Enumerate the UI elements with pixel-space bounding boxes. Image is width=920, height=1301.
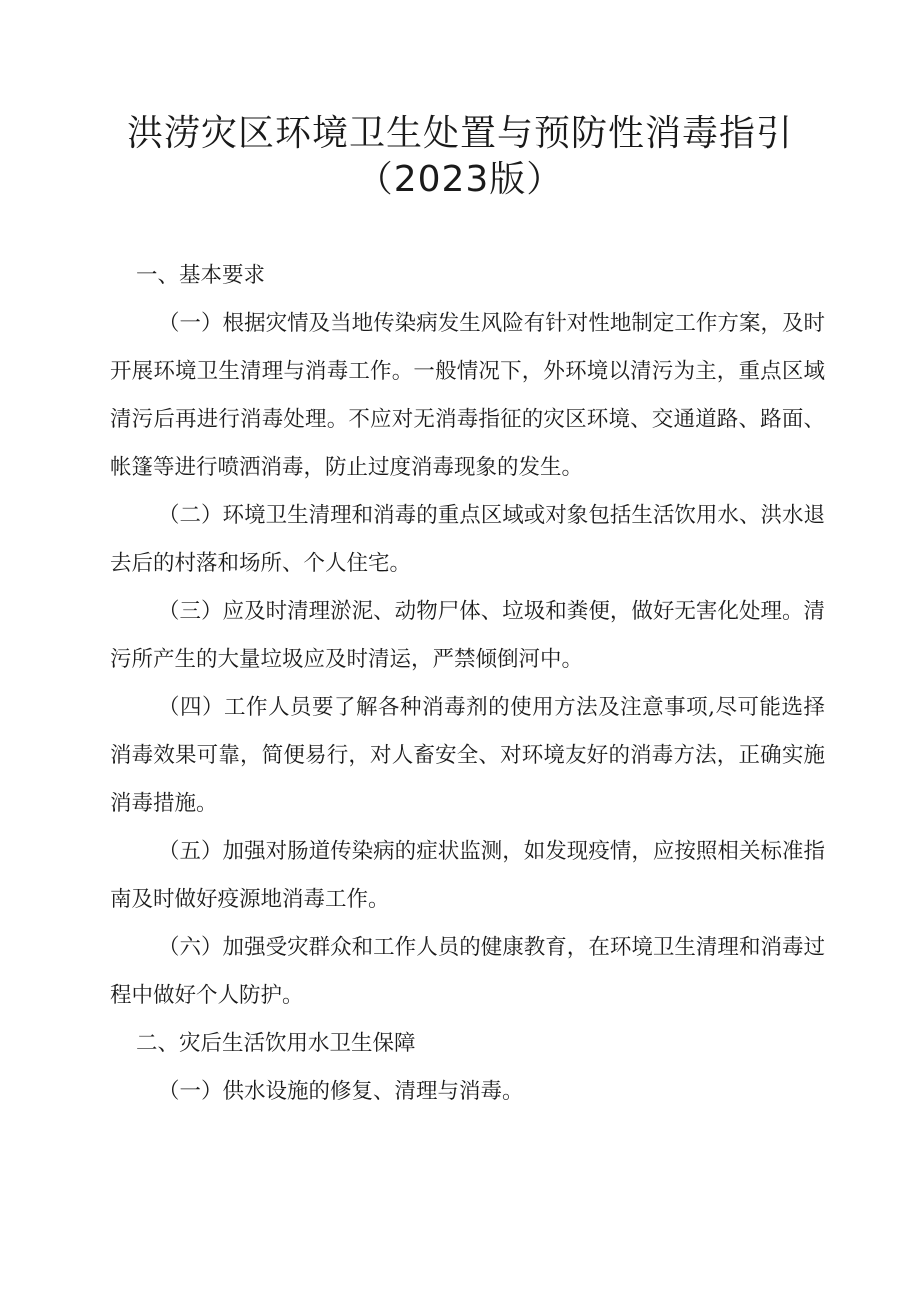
section-heading-drinking-water: 二、灾后生活饮用水卫生保障 (136, 1031, 416, 1056)
document-title: 洪涝灾区环境卫生处置与预防性消毒指引 (126, 113, 793, 154)
paragraph-1-1: （一）根据灾情及当地传染病发生风险有针对性地制定工作方案，及时开展环境卫生清理与消毒工作。一般情况下，外环境以清污为主，重点区域清污后再进行消毒处理。不应对无消毒指征的灾区环境、交通道路、路面、帐篷等进行喷洒消毒，防止过度消毒现象的发生。 (110, 311, 825, 480)
paragraph-1-2: （二）环境卫生清理和消毒的重点区域或对象包括生活饮用水、洪水退去后的村落和场所、个人住宅。 (110, 503, 825, 576)
document-body (110, 252, 825, 1116)
section-heading-basic-requirements: 一、基本要求 (136, 263, 266, 288)
paragraph-1-3: （三）应及时清理淤泥、动物尸体、垃圾和粪便，做好无害化处理。清污所产生的大量垃圾应及时清运，严禁倾倒河中。 (110, 599, 825, 672)
paragraph-1-6: （六）加强受灾群众和工作人员的健康教育，在环境卫生清理和消毒过程中做好个人防护。 (110, 935, 825, 1008)
paragraph-1-4: （四）工作人员要了解各种消毒剂的使用方法及注意事项,尽可能选择消毒效果可靠，简便易行，对人畜安全、对环境友好的消毒方法，正确实施消毒措施。 (110, 695, 825, 816)
paragraph-2-1: （一）供水设施的修复、清理与消毒。 (158, 1079, 524, 1104)
paragraph-1-5: （五）加强对肠道传染病的症状监测，如发现疫情，应按照相关标准指南及时做好疫源地消毒工作。 (110, 839, 825, 912)
document-subtitle: （2023版） (356, 159, 564, 200)
